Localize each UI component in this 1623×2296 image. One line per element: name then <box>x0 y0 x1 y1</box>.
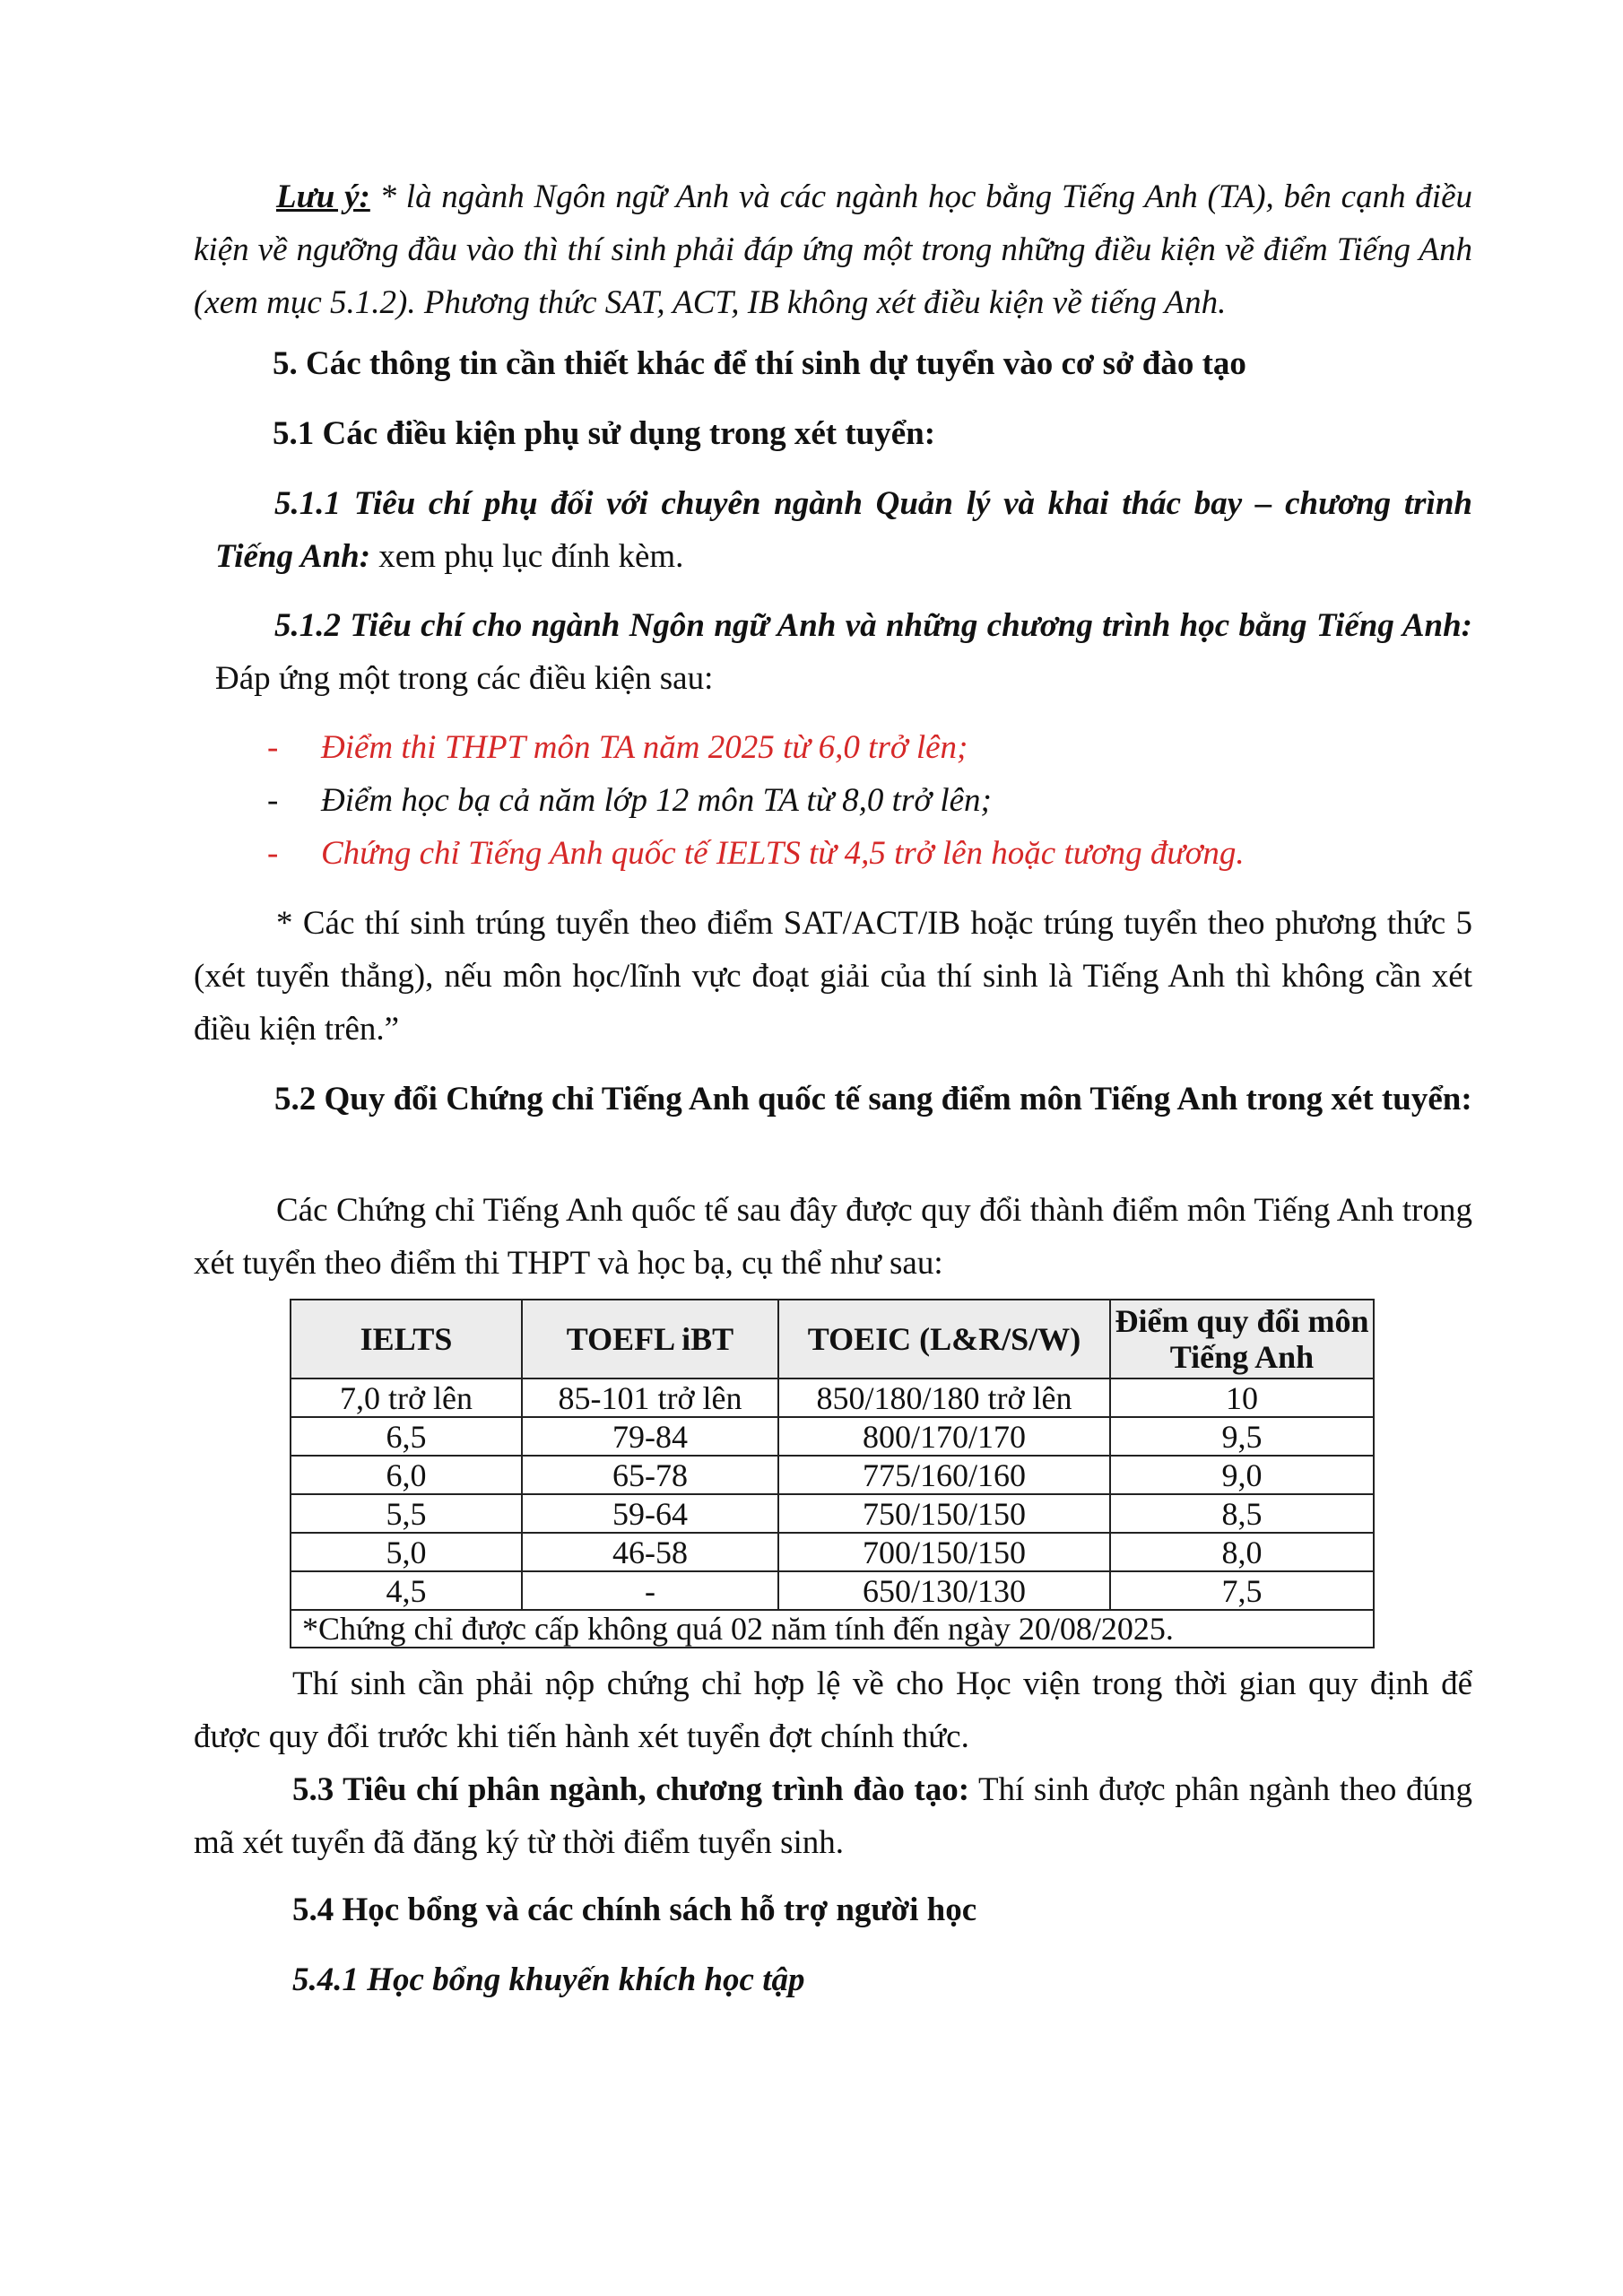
cell-score: 9,0 <box>1110 1456 1374 1494</box>
cell-toeic: 650/130/130 <box>778 1571 1110 1610</box>
section-5-3-paragraph <box>194 1763 1472 1869</box>
cell-score: 8,0 <box>1110 1533 1374 1571</box>
header-converted-score: Điểm quy đổi môn Tiếng Anh <box>1110 1300 1374 1378</box>
table-row <box>291 1378 1374 1417</box>
cell-toefl: 46-58 <box>522 1533 778 1571</box>
submission-paragraph: Thí sinh cần phải nộp chứng chỉ hợp lệ về cho Học viện trong thời gian quy định để được quy đổi trước khi tiến hành xét tuyển đợt chính thức. <box>194 1665 1472 1755</box>
table-row <box>291 1456 1374 1494</box>
cell-score: 9,5 <box>1110 1417 1374 1456</box>
cell-ielts: 5,0 <box>291 1533 522 1571</box>
cell-ielts: 6,0 <box>291 1456 522 1494</box>
cell-score: 8,5 <box>1110 1494 1374 1533</box>
criteria-bullet-1 <box>269 721 968 774</box>
header-ielts: IELTS <box>291 1300 522 1378</box>
section-5-1-heading: 5.1 Các điều kiện phụ sử dụng trong xét tuyển: <box>273 415 936 452</box>
table-row <box>291 1494 1374 1533</box>
table-row <box>291 1571 1374 1610</box>
table-note-row <box>291 1610 1374 1648</box>
conversion-table <box>290 1299 1375 1648</box>
cell-toefl: 59-64 <box>522 1494 778 1533</box>
section-5-1-1-title: 5.1.1 Tiêu chí phụ đối với chuyên ngành Quản lý và khai thác bay – chương trình Tiếng Anh: <box>215 485 1472 575</box>
cell-toefl: 79-84 <box>522 1417 778 1456</box>
cell-toefl: 85-101 trở lên <box>522 1378 778 1417</box>
criteria-bullet-2 <box>269 774 992 827</box>
header-toefl: TOEFL iBT <box>522 1300 778 1378</box>
section-5-1-2-paragraph <box>215 599 1472 705</box>
note-text: * là ngành Ngôn ngữ Anh và các ngành học bằng Tiếng Anh (TA), bên cạnh điều kiện về ngưỡng đầu vào thì thí sinh phải đáp ứng một trong những điều kiện về điểm Tiếng Anh (xem mục 5.1.2). Phương thức SAT, ACT, IB không xét điều kiện về tiếng Anh. <box>194 178 1472 321</box>
section-5-4-heading: 5.4 Học bổng và các chính sách hỗ trợ người học <box>292 1892 977 1928</box>
bullet-dash: - <box>267 729 279 766</box>
section-5-1-2-text: Đáp ứng một trong các điều kiện sau: <box>215 660 714 697</box>
table-header-row <box>291 1300 1374 1378</box>
bullet-text: Điểm thi THPT môn TA năm 2025 từ 6,0 trở lên; <box>321 729 968 766</box>
table-row <box>291 1533 1374 1571</box>
bullet-dash: - <box>267 835 279 872</box>
note-paragraph <box>194 170 1472 329</box>
table-note: *Chứng chỉ được cấp không quá 02 năm tính đến ngày 20/08/2025. <box>291 1610 1374 1648</box>
section-5-3-text: Thí sinh được phân ngành theo đúng mã xét tuyển đã đăng ký từ thời điểm tuyển sinh. <box>194 1771 1472 1861</box>
section-5-heading: 5. Các thông tin cần thiết khác để thí sinh dự tuyển vào cơ sở đào tạo <box>273 345 1246 382</box>
cell-ielts: 5,5 <box>291 1494 522 1533</box>
cell-toeic: 800/170/170 <box>778 1417 1110 1456</box>
cell-toeic: 775/160/160 <box>778 1456 1110 1494</box>
cell-ielts: 7,0 trở lên <box>291 1378 522 1417</box>
cell-score: 7,5 <box>1110 1571 1374 1610</box>
section-5-2-heading: 5.2 Quy đổi Chứng chỉ Tiếng Anh quốc tế sang điểm môn Tiếng Anh trong xét tuyển: <box>274 1081 1472 1118</box>
cell-toeic: 750/150/150 <box>778 1494 1110 1533</box>
section-5-3-title: 5.3 Tiêu chí phân ngành, chương trình đào tạo: <box>292 1771 970 1808</box>
note-label: Lưu ý: <box>276 178 370 215</box>
section-5-2-intro: Các Chứng chỉ Tiếng Anh quốc tế sau đây được quy đổi thành điểm môn Tiếng Anh trong xét tuyển theo điểm thi THPT và học bạ, cụ thể như sau: <box>194 1192 1472 1282</box>
header-toeic: TOEIC (L&R/S/W) <box>778 1300 1110 1378</box>
exemption-footnote: * Các thí sinh trúng tuyển theo điểm SAT/ACT/IB hoặc trúng tuyển theo phương thức 5 (xét tuyển thẳng), nếu môn học/lĩnh vực đoạt giải của thí sinh là Tiếng Anh thì không cần xét điều kiện trên.” <box>194 905 1472 1048</box>
bullet-text: Điểm học bạ cả năm lớp 12 môn TA từ 8,0 trở lên; <box>321 782 992 819</box>
section-5-1-1-text: xem phụ lục đính kèm. <box>370 538 684 575</box>
section-5-1-1-paragraph <box>215 477 1472 583</box>
cell-toefl: 65-78 <box>522 1456 778 1494</box>
cell-ielts: 6,5 <box>291 1417 522 1456</box>
bullet-dash: - <box>267 782 279 819</box>
cell-ielts: 4,5 <box>291 1571 522 1610</box>
cell-toefl: - <box>522 1571 778 1610</box>
cell-score: 10 <box>1110 1378 1374 1417</box>
section-5-4-1-heading: 5.4.1 Học bổng khuyến khích học tập <box>292 1961 805 1998</box>
cell-toeic: 700/150/150 <box>778 1533 1110 1571</box>
criteria-bullet-3 <box>269 827 1245 880</box>
bullet-text: Chứng chỉ Tiếng Anh quốc tế IELTS từ 4,5 trở lên hoặc tương đương. <box>321 835 1245 872</box>
table-row <box>291 1417 1374 1456</box>
section-5-1-2-title: 5.1.2 Tiêu chí cho ngành Ngôn ngữ Anh và những chương trình học bằng Tiếng Anh: <box>274 607 1472 644</box>
cell-toeic: 850/180/180 trở lên <box>778 1378 1110 1417</box>
